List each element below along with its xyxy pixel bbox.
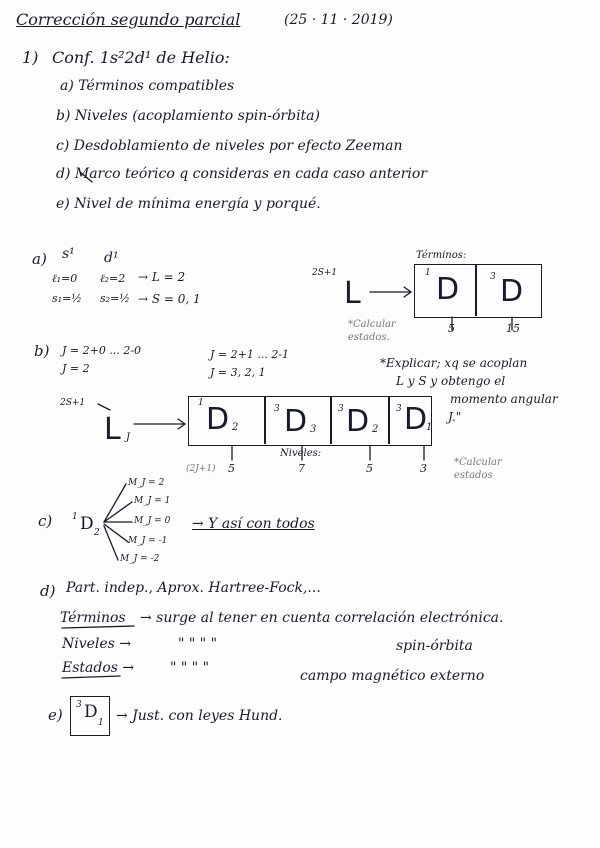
part-a-term-letter: L bbox=[344, 276, 361, 311]
part-b-note-line3: momento angular bbox=[450, 392, 558, 406]
part-a-term2-states: 15 bbox=[506, 322, 520, 335]
part-b-letter: L bbox=[104, 412, 121, 447]
part-a-term1-sup: 1 bbox=[425, 268, 431, 278]
underline-d1 bbox=[62, 626, 134, 628]
part-b-level1-letter: D bbox=[206, 402, 230, 437]
part-a-term2-sup: 3 bbox=[490, 272, 496, 282]
part-c-ms-5: M_J = -2 bbox=[120, 554, 160, 564]
problem-item-b: b) Niveles (acoplamiento spin-órbita) bbox=[56, 108, 320, 124]
part-b-levels-label: Niveles: bbox=[280, 448, 322, 459]
part-b-prefix: 2S+1 bbox=[60, 398, 86, 408]
part-d-row3-c: campo magnético externo bbox=[300, 668, 485, 684]
curl-b bbox=[98, 404, 110, 410]
problem-number: 1) bbox=[22, 48, 39, 67]
part-b-level3-states: 5 bbox=[366, 462, 373, 475]
problem-item-e: e) Nivel de mínima energía y porqué. bbox=[56, 196, 321, 212]
part-a-note: *Calcular estados. bbox=[348, 319, 396, 343]
part-b-level3-letter: D bbox=[346, 404, 370, 439]
part-b-level2-states: 7 bbox=[298, 462, 305, 475]
part-b-level2-sub: 3 bbox=[310, 424, 317, 435]
part-a-L-result: → L = 2 bbox=[138, 270, 186, 284]
part-a-term1: D bbox=[436, 272, 460, 307]
branch-1 bbox=[104, 484, 126, 522]
part-d-line1: Part. indep., Aprox. Hartree-Fock,... bbox=[66, 580, 321, 596]
part-d-label: d) bbox=[40, 582, 56, 600]
part-c-level-sup: 1 bbox=[72, 512, 78, 522]
part-b-j1-line2: J = 2 bbox=[62, 362, 90, 375]
part-b-j1-line1: J = 2+0 ... 2-0 bbox=[62, 344, 142, 357]
part-a-col2-s: s₂=½ bbox=[100, 292, 130, 305]
part-b-level1-sup: 1 bbox=[198, 398, 204, 408]
problem-item-c: c) Desdoblamiento de niveles por efecto Zeeman bbox=[56, 138, 403, 154]
branch-2 bbox=[104, 502, 132, 522]
branch-5 bbox=[104, 526, 118, 560]
part-b-level4-states: 3 bbox=[420, 462, 427, 475]
part-b-level1-states: 5 bbox=[228, 462, 235, 475]
part-d-row3-b: " " " " bbox=[170, 660, 210, 676]
page-date: (25 · 11 · 2019) bbox=[284, 12, 393, 28]
part-a-term2: D bbox=[500, 274, 524, 309]
part-d-row1-b: → surge al tener en cuenta correlación electrónica. bbox=[140, 610, 504, 626]
part-d-row1-a: Términos bbox=[60, 610, 126, 626]
part-a-terms-title: Términos: bbox=[416, 250, 467, 261]
part-e-sub: 1 bbox=[98, 718, 104, 728]
branch-4 bbox=[104, 524, 128, 542]
part-a-col1-head: s¹ bbox=[62, 246, 75, 262]
page-title: Corrección segundo parcial bbox=[16, 10, 241, 29]
part-a-S-result: → S = 0, 1 bbox=[138, 292, 201, 306]
part-b-level2-letter: D bbox=[284, 404, 308, 439]
part-a-label: a) bbox=[32, 250, 47, 268]
part-e-letter: D bbox=[84, 702, 98, 722]
part-b-level4-letter: D bbox=[404, 402, 428, 437]
part-b-note-line1: *Explicar; xq se acoplan bbox=[380, 356, 528, 370]
part-b-label: b) bbox=[34, 342, 50, 360]
part-a-col2-head: d¹ bbox=[104, 250, 119, 266]
part-b-states-hint: (2J+1) bbox=[186, 464, 216, 474]
part-b-level4-sup: 3 bbox=[396, 404, 402, 414]
part-c-ms-3: M_J = 0 bbox=[134, 516, 171, 526]
part-d-row2-c: spin-órbita bbox=[396, 638, 473, 654]
part-b-j2-line1: J = 2+1 ... 2-1 bbox=[210, 348, 290, 361]
part-e-label: e) bbox=[48, 706, 63, 724]
part-d-row3-a: Estados → bbox=[62, 660, 135, 676]
part-c-ms-1: M_J = 2 bbox=[128, 478, 165, 488]
part-b-note2: *Calcular estados bbox=[454, 457, 502, 481]
part-e-text: → Just. con leyes Hund. bbox=[116, 708, 283, 724]
underline-d3 bbox=[62, 676, 120, 678]
part-e-sup: 3 bbox=[76, 700, 82, 710]
part-b-level2-sup: 3 bbox=[274, 404, 280, 414]
part-b-sub: J bbox=[126, 432, 131, 443]
part-b-level3-sup: 3 bbox=[338, 404, 344, 414]
part-b-note-line2: L y S y obtengo el bbox=[396, 374, 506, 388]
part-a-col1-l: ℓ₁=0 bbox=[52, 272, 78, 285]
part-b-level4-sub: 1 bbox=[426, 422, 433, 433]
problem-statement: Conf. 1s²2d¹ de Helio: bbox=[52, 48, 230, 67]
strike-mark bbox=[80, 172, 92, 182]
part-b-level1-sub: 2 bbox=[232, 422, 239, 433]
part-c-ms-4: M_J = -1 bbox=[128, 536, 168, 546]
part-c-label: c) bbox=[38, 512, 53, 530]
problem-item-a: a) Términos compatibles bbox=[60, 78, 235, 94]
part-c-level: D bbox=[80, 514, 94, 534]
part-c-level-sub: 2 bbox=[94, 528, 100, 538]
part-c-ms-2: M_J = 1 bbox=[134, 496, 171, 506]
part-c-conclusion: → Y así con todos bbox=[192, 516, 315, 532]
part-b-j2-line2: J = 3, 2, 1 bbox=[210, 366, 266, 379]
part-d-row2-a: Niveles → bbox=[62, 636, 132, 652]
part-b-level3-sub: 2 bbox=[372, 424, 379, 435]
part-a-col1-s: s₁=½ bbox=[52, 292, 82, 305]
part-a-term1-states: 5 bbox=[448, 322, 455, 335]
part-d-row2-b: " " " " bbox=[178, 636, 218, 652]
part-a-term-prefix: 2S+1 bbox=[312, 268, 338, 278]
part-a-col2-l: ℓ₂=2 bbox=[100, 272, 126, 285]
part-b-note-line4: J." bbox=[448, 410, 462, 424]
problem-item-d: d) Marco teórico q consideras en cada caso anterior bbox=[56, 166, 427, 182]
